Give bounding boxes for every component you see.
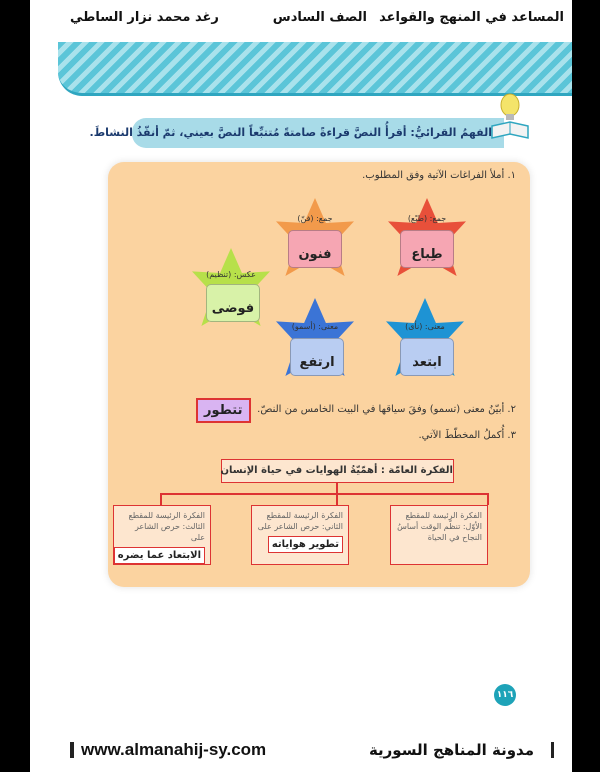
question-2: ٢. أبيّنُ معنى (تسمو) وفقَ سياقها في البيت الخامس من النصّ. [257, 404, 516, 415]
author-name: رغد محمد نزار الساطي [70, 10, 219, 25]
connector-line [487, 493, 489, 505]
idea-answer: تطوير هواياته [268, 536, 343, 553]
idea-box-2 [251, 505, 349, 565]
answer-box: طِباع [400, 230, 454, 268]
idea-text: الفكرة الرئيسة للمقطع الأوّل: تنظّم الوقت أساسُ النجاح في الحياة [397, 511, 482, 542]
page-number: ١١٦ [494, 684, 516, 706]
book-title: المساعد في المنهج والقواعد [379, 10, 564, 25]
striped-banner [58, 42, 572, 96]
main-idea-box: الفكرة العامّة : أهمّيّةُ الهوايات في حياة الإنسان [221, 459, 454, 483]
idea-text: الفكرة الرئيسة للمقطع الثالث: حرص الشاعر على [128, 511, 205, 542]
footer-url[interactable]: www.almanahij-sy.com [81, 740, 267, 759]
word-hint: معنى: (أسمو) [291, 322, 339, 331]
page [30, 0, 572, 772]
question-1: ١. أملأ الفراغات الآتية وفق المطلوب. [362, 170, 516, 181]
connector-line [160, 493, 488, 495]
answer-box: ارتفع [290, 338, 344, 376]
connector-line [336, 483, 338, 493]
footer-site-name: مدونة المناهج السورية [368, 741, 534, 759]
footer-divider [551, 742, 554, 758]
lightbulb-book-icon [490, 92, 530, 142]
answer-box: ابتعد [400, 338, 454, 376]
question-3: ٣. أُكملُ المخطّطَ الآتي. [418, 430, 516, 441]
q2-answer: تتطور [196, 398, 251, 423]
idea-box-3 [113, 505, 211, 565]
footer-divider [70, 742, 74, 758]
instruction-bar: الفهمُ القرائيُّ: أقرأُ النصَّ قراءةً صامتةً مُتتبِّعاً النصَّ بعيني، ثمّ أنفّذُ النشاطَ. [132, 118, 504, 148]
word-hint: معنى: (نأى) [405, 322, 445, 331]
idea-box-1 [390, 505, 488, 565]
idea-text: الفكرة الرئيسة للمقطع الثاني: حرص الشاعر على [257, 511, 343, 531]
word-hint: عكس: (تنظيم) [206, 270, 256, 279]
grade-label: الصف السادس [272, 10, 367, 25]
page-header [30, 10, 572, 32]
connector-line [160, 493, 162, 505]
word-hint: جمع: (فنّ) [297, 214, 333, 223]
idea-answer: الابتعاد عما يضره [114, 547, 205, 564]
answer-box: فنون [288, 230, 342, 268]
answer-box: فوضى [206, 284, 260, 322]
connector-line [336, 493, 338, 505]
word-hint: جمع: (طبْع) [407, 214, 447, 223]
